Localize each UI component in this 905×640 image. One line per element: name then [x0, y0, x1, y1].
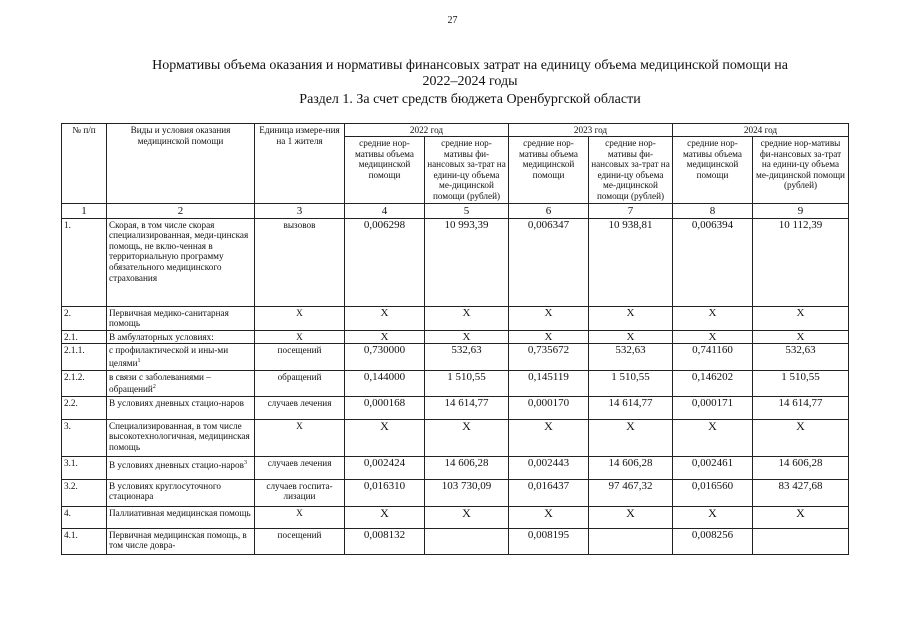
row-number: 2.2.: [62, 396, 107, 419]
column-number: 1: [62, 203, 107, 218]
page-number: 27: [447, 15, 458, 26]
care-type-cell: [107, 370, 255, 396]
unit-cell: X: [255, 330, 345, 344]
row-number: 3.1.: [62, 456, 107, 479]
section-subtitle: Раздел 1. За счет средств бюджета Оренбургской области: [299, 92, 641, 107]
header-cost-2023: средние нор-мативы фи-нансовых за-трат на едини-цу объема ме-дицинской помощи (рублей): [589, 137, 673, 204]
care-type-name: Специализированная, в том числе высокотехнологичная, медицинская помощь: [109, 420, 250, 453]
row-number: 3.: [62, 419, 107, 456]
table-row: [62, 218, 849, 306]
cost-norm-cell: 14 606,28: [589, 456, 673, 479]
care-type-name: Скорая, в том числе скорая специализированная, меди-цинская помощь, не вклю-ченная в территориальную программу обязательного медицинского страхования: [109, 219, 249, 283]
header-volume-2022: средние нор-мативы объема медицинской помощи: [345, 137, 425, 204]
table-row: [62, 419, 849, 456]
title-line-2: 2022–2024 годы: [422, 74, 518, 89]
care-type-cell: [107, 218, 255, 306]
volume-norm-cell: X: [673, 330, 753, 344]
care-type-name: Первичная медицинская помощь, в том числе доврa-: [109, 529, 247, 551]
volume-norm-cell: 0,016437: [509, 479, 589, 506]
row-number: 2.: [62, 306, 107, 330]
unit-cell: посещений: [255, 344, 345, 370]
norms-table: [61, 123, 849, 555]
volume-norm-cell: 0,730000: [345, 344, 425, 370]
row-number: 2.1.1.: [62, 344, 107, 370]
volume-norm-cell: X: [509, 506, 589, 528]
cost-norm-cell: 10 938,81: [589, 218, 673, 306]
cost-norm-cell: 14 614,77: [753, 396, 849, 419]
cost-norm-cell: X: [753, 419, 849, 456]
volume-norm-cell: 0,735672: [509, 344, 589, 370]
volume-norm-cell: 0,002424: [345, 456, 425, 479]
unit-cell: случаев госпита-лизации: [255, 479, 345, 506]
cost-norm-cell: X: [425, 330, 509, 344]
volume-norm-cell: X: [509, 330, 589, 344]
cost-norm-cell: 14 614,77: [425, 396, 509, 419]
care-type-cell: [107, 528, 255, 554]
table-row: [62, 330, 849, 344]
header-volume-2023: средние нор-мативы объема медицинской помощи: [509, 137, 589, 204]
volume-norm-cell: X: [345, 330, 425, 344]
care-type-cell: [107, 330, 255, 344]
table-row: [62, 344, 849, 370]
cost-norm-cell: X: [753, 330, 849, 344]
volume-norm-cell: X: [509, 306, 589, 330]
cost-norm-cell: X: [753, 306, 849, 330]
footnote-mark: 2: [152, 384, 156, 391]
care-type-name: с профилактической и ины-ми целями: [109, 345, 229, 368]
title-line-1: Нормативы объема оказания и нормативы финансовых затрат на единицу объема медицинской помощи на: [152, 58, 788, 73]
volume-norm-cell: 0,146202: [673, 370, 753, 396]
volume-norm-cell: 0,006298: [345, 218, 425, 306]
table-row: [62, 370, 849, 396]
care-type-cell: [107, 396, 255, 419]
column-number: 3: [255, 203, 345, 218]
volume-norm-cell: 0,002461: [673, 456, 753, 479]
volume-norm-cell: 0,016310: [345, 479, 425, 506]
row-number: 1.: [62, 218, 107, 306]
cost-norm-cell: X: [589, 306, 673, 330]
header-year-2023: 2023 год: [509, 124, 673, 137]
volume-norm-cell: 0,002443: [509, 456, 589, 479]
header-cost-2022: средние нор-мативы фи-нансовых за-трат на едини-цу объема ме-дицинской помощи (рублей): [425, 137, 509, 204]
cost-norm-cell: 14 606,28: [425, 456, 509, 479]
care-type-cell: [107, 456, 255, 479]
volume-norm-cell: X: [345, 419, 425, 456]
cost-norm-cell: [753, 528, 849, 554]
column-number: 6: [509, 203, 589, 218]
care-type-name: в связи с заболеваниями – обращений: [109, 371, 211, 395]
column-number: 2: [107, 203, 255, 218]
unit-cell: X: [255, 506, 345, 528]
cost-norm-cell: 83 427,68: [753, 479, 849, 506]
table-row: [62, 396, 849, 419]
cost-norm-cell: 532,63: [589, 344, 673, 370]
row-number: 3.2.: [62, 479, 107, 506]
table-row: [62, 456, 849, 479]
row-number: 2.1.: [62, 330, 107, 344]
cost-norm-cell: X: [425, 306, 509, 330]
unit-cell: X: [255, 306, 345, 330]
cost-norm-cell: 1 510,55: [425, 370, 509, 396]
cost-norm-cell: X: [589, 506, 673, 528]
unit-cell: посещений: [255, 528, 345, 554]
cost-norm-cell: [425, 528, 509, 554]
volume-norm-cell: 0,144000: [345, 370, 425, 396]
table-row: [62, 479, 849, 506]
cost-norm-cell: 1 510,55: [589, 370, 673, 396]
cost-norm-cell: 532,63: [753, 344, 849, 370]
header-year-2022: 2022 год: [345, 124, 509, 137]
volume-norm-cell: 0,000171: [673, 396, 753, 419]
care-type-cell: [107, 479, 255, 506]
column-number: 4: [345, 203, 425, 218]
unit-cell: обращений: [255, 370, 345, 396]
header-year-2024: 2024 год: [673, 124, 849, 137]
cost-norm-cell: X: [425, 506, 509, 528]
volume-norm-cell: X: [345, 506, 425, 528]
column-number: 7: [589, 203, 673, 218]
care-type-name: В условиях дневных стацио-наров: [109, 397, 244, 408]
column-number-row: [62, 203, 849, 218]
row-number: 2.1.2.: [62, 370, 107, 396]
volume-norm-cell: 0,741160: [673, 344, 753, 370]
care-type-name: Паллиативная медицинская помощь: [109, 507, 251, 518]
table-row: [62, 506, 849, 528]
care-type-cell: [107, 344, 255, 370]
care-type-cell: [107, 419, 255, 456]
cost-norm-cell: 1 510,55: [753, 370, 849, 396]
row-number: 4.1.: [62, 528, 107, 554]
volume-norm-cell: X: [509, 419, 589, 456]
header-unit: Единица измере-ния на 1 жителя: [255, 124, 345, 204]
volume-norm-cell: X: [345, 306, 425, 330]
unit-cell: случаев лечения: [255, 396, 345, 419]
care-type-name: В условиях дневных стацио-наров: [109, 459, 244, 470]
care-type-cell: [107, 506, 255, 528]
header-num: № п/п: [62, 124, 107, 204]
table-row: [62, 306, 849, 330]
unit-cell: вызовов: [255, 218, 345, 306]
volume-norm-cell: 0,006347: [509, 218, 589, 306]
header-cost-2024: средние нор-мативы фи-нансовых за-трат на едини-цу объема ме-дицинской помощи (рублей): [753, 137, 849, 204]
care-type-name: В амбулаторных условиях:: [109, 331, 214, 342]
unit-cell: X: [255, 419, 345, 456]
column-number: 5: [425, 203, 509, 218]
cost-norm-cell: X: [425, 419, 509, 456]
care-type-cell: [107, 306, 255, 330]
cost-norm-cell: [589, 528, 673, 554]
header-kind: Виды и условия оказания медицинской помощи: [107, 124, 255, 204]
document-title: [60, 58, 880, 108]
column-number: 8: [673, 203, 753, 218]
table-row: [62, 528, 849, 554]
cost-norm-cell: 14 606,28: [753, 456, 849, 479]
cost-norm-cell: X: [589, 330, 673, 344]
volume-norm-cell: X: [673, 419, 753, 456]
volume-norm-cell: X: [673, 306, 753, 330]
cost-norm-cell: 10 112,39: [753, 218, 849, 306]
volume-norm-cell: 0,000170: [509, 396, 589, 419]
cost-norm-cell: 103 730,09: [425, 479, 509, 506]
cost-norm-cell: 532,63: [425, 344, 509, 370]
cost-norm-cell: 97 467,32: [589, 479, 673, 506]
volume-norm-cell: X: [673, 506, 753, 528]
cost-norm-cell: X: [753, 506, 849, 528]
cost-norm-cell: 14 614,77: [589, 396, 673, 419]
volume-norm-cell: 0,008132: [345, 528, 425, 554]
care-type-name: В условиях круглосуточного стационара: [109, 480, 221, 502]
unit-cell: случаев лечения: [255, 456, 345, 479]
volume-norm-cell: 0,008256: [673, 528, 753, 554]
volume-norm-cell: 0,016560: [673, 479, 753, 506]
header-volume-2024: средние нор-мативы объема медицинской помощи: [673, 137, 753, 204]
cost-norm-cell: X: [589, 419, 673, 456]
volume-norm-cell: 0,008195: [509, 528, 589, 554]
volume-norm-cell: 0,000168: [345, 396, 425, 419]
volume-norm-cell: 0,145119: [509, 370, 589, 396]
row-number: 4.: [62, 506, 107, 528]
column-number: 9: [753, 203, 849, 218]
cost-norm-cell: 10 993,39: [425, 218, 509, 306]
volume-norm-cell: 0,006394: [673, 218, 753, 306]
footnote-mark: 1: [137, 357, 141, 364]
footnote-mark: 3: [243, 459, 247, 466]
care-type-name: Первичная медико-санитарная помощь: [109, 307, 229, 329]
